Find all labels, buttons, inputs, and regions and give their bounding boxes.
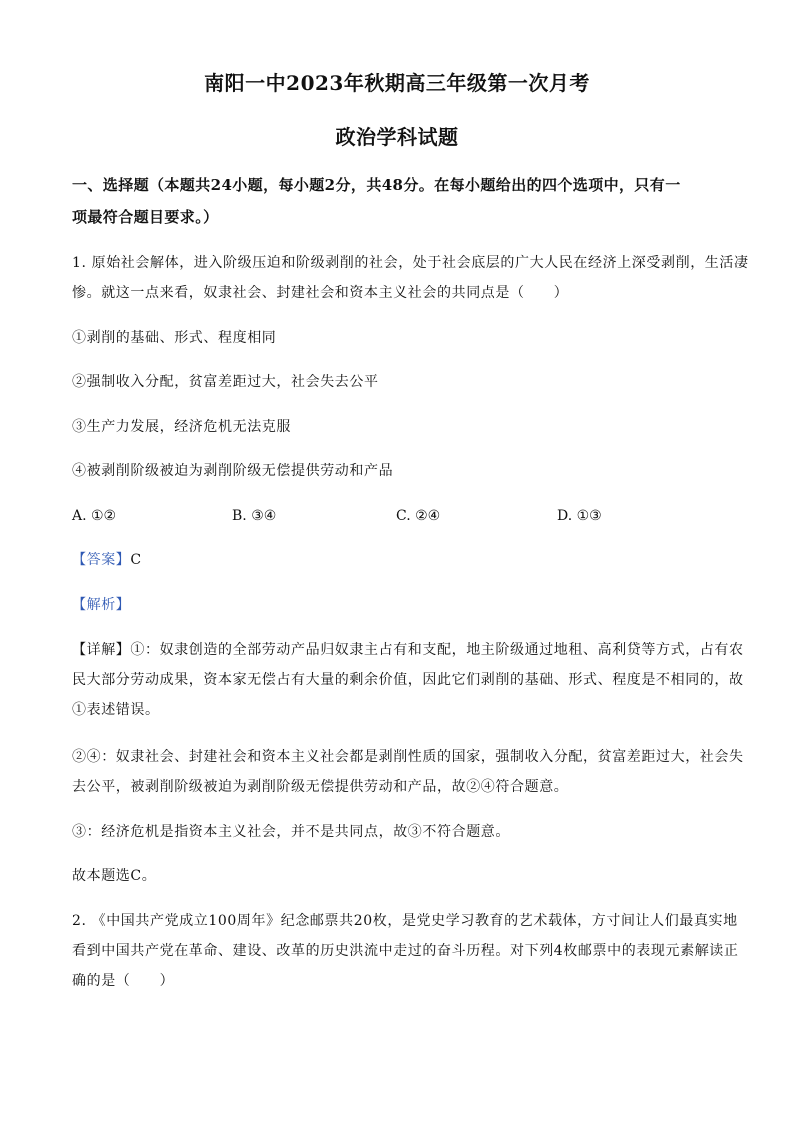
question-1-item-3: ③生产力发展，经济危机无法克服 bbox=[72, 419, 291, 435]
option-a: A. ①② bbox=[72, 508, 117, 524]
answer-value: C bbox=[130, 552, 142, 568]
option-d: D. ①③ bbox=[557, 508, 602, 524]
detail-text-1: ①：奴隶创造的全部劳动产品归奴隶主占有和支配，地主阶级通过地租、高利贷等方式，占有农 bbox=[130, 642, 744, 658]
answer-tag: 【答案】 bbox=[72, 552, 131, 568]
analysis-line bbox=[72, 595, 130, 615]
section-heading-line-1: 一、选择题（本题共24小题，每小题2分，共48分。在每小题给出的四个选项中，只有一 bbox=[72, 176, 681, 194]
question-1-stem-line-1: 1. 原始社会解体，进入阶级压迫和阶级剥削的社会，处于社会底层的广大人民在经济上深受剥削，生活凄 bbox=[72, 255, 749, 271]
question-2-stem-line-3: 确的是（ ） bbox=[72, 973, 175, 989]
question-2-stem-line-2: 看到中国共产党在革命、建设、改革的历史洪流中走过的奋斗历程。对下列4枚邮票中的表现元素解读正 bbox=[72, 943, 739, 959]
answer-line bbox=[72, 550, 142, 570]
question-1-stem-line-2: 惨。就这一点来看，奴隶社会、封建社会和资本主义社会的共同点是（ ） bbox=[72, 285, 569, 301]
page-subtitle: 政治学科试题 bbox=[335, 125, 459, 149]
detail-line-1 bbox=[72, 640, 744, 660]
question-2-stem-line-1: 2. 《中国共产党成立100周年》纪念邮票共20枚，是党史学习教育的艺术载体，方寸间让人们最真实地 bbox=[72, 913, 738, 929]
section-heading-line-2: 项最符合题目要求。） bbox=[72, 208, 219, 226]
question-1-item-1: ①剥削的基础、形式、程度相同 bbox=[72, 330, 277, 346]
analysis-tag: 【解析】 bbox=[72, 597, 131, 613]
page-title: 南阳一中2023年秋期高三年级第一次月考 bbox=[204, 71, 590, 95]
question-1-item-2: ②强制收入分配，贫富差距过大，社会失去公平 bbox=[72, 374, 379, 390]
option-b: B. ③④ bbox=[232, 508, 277, 524]
detail-line-4: ②④：奴隶社会、封建社会和资本主义社会都是剥削性质的国家，强制收入分配，贫富差距过大，社会失 bbox=[72, 749, 744, 765]
question-1-item-4: ④被剥削阶级被迫为剥削阶级无偿提供劳动和产品 bbox=[72, 463, 394, 479]
option-c: C. ②④ bbox=[396, 508, 441, 524]
detail-line-5: 去公平，被剥削阶级被迫为剥削阶级无偿提供劳动和产品，故②④符合题意。 bbox=[72, 779, 569, 795]
detail-tag: 【详解】 bbox=[72, 642, 131, 658]
detail-line-6: ③：经济危机是指资本主义社会，并不是共同点，故③不符合题意。 bbox=[72, 824, 510, 840]
detail-line-3: ①表述错误。 bbox=[72, 702, 160, 718]
conclusion-line: 故本题选C。 bbox=[72, 868, 157, 884]
detail-line-2: 民大部分劳动成果，资本家无偿占有大量的剩余价值，因此它们剥削的基础、形式、程度是不相同的，故 bbox=[72, 672, 744, 688]
